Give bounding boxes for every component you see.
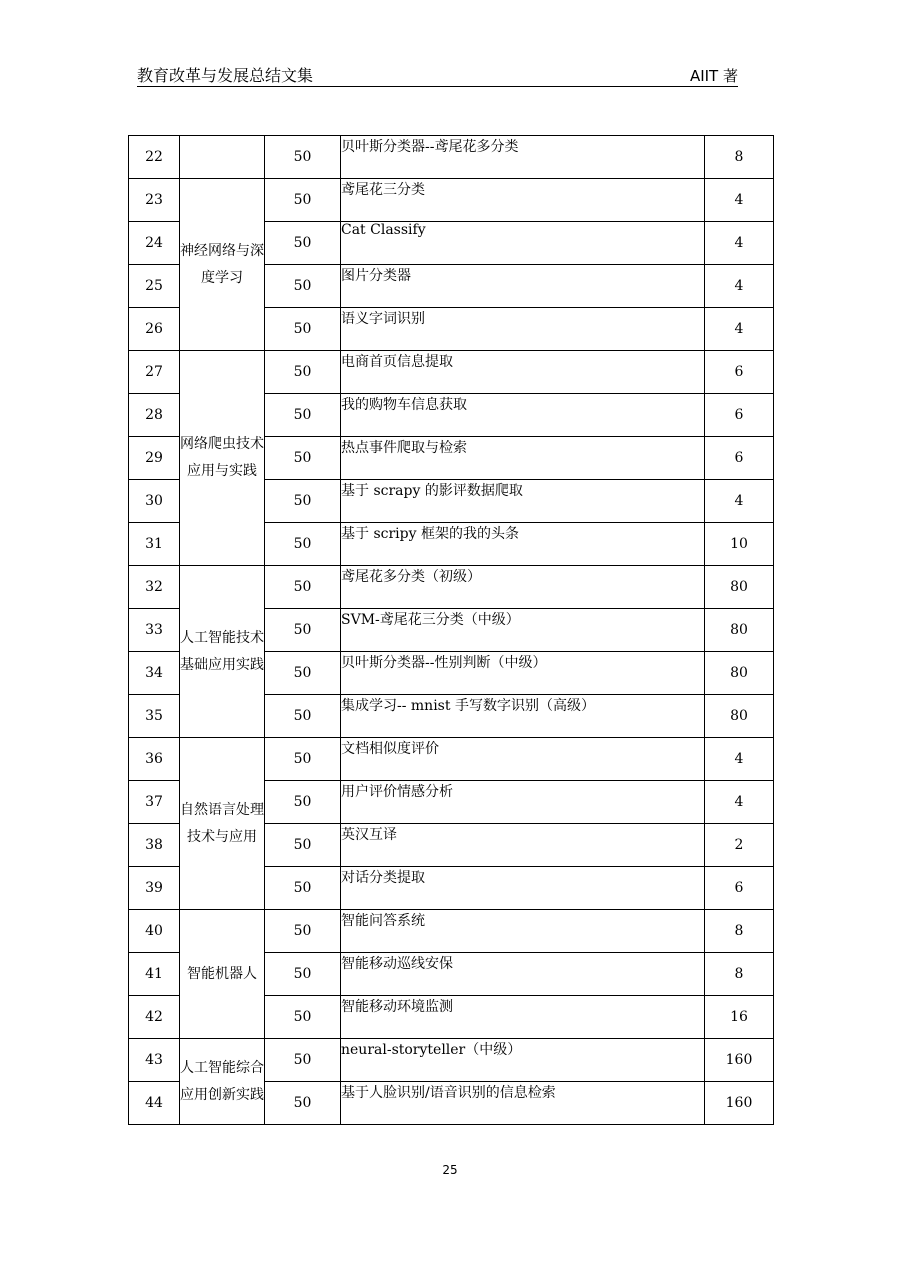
hours-cell: 50 [265,1039,341,1082]
hours-cell: 50 [265,824,341,867]
hours-cell: 50 [265,394,341,437]
table-row [129,1039,774,1082]
page-number: 25 [442,1163,458,1177]
hours-cell: 50 [265,480,341,523]
project-name-cell: 贝叶斯分类器--性别判断（中级） [341,652,705,695]
row-number: 37 [129,781,180,824]
count-cell: 6 [705,394,774,437]
row-number: 38 [129,824,180,867]
course-table [128,135,774,1125]
hours-cell: 50 [265,996,341,1039]
count-cell: 10 [705,523,774,566]
project-name-cell: neural-storyteller（中级） [341,1039,705,1082]
table-row [129,136,774,179]
project-name-cell: 基于人脸识别/语音识别的信息检索 [341,1082,705,1125]
project-name-cell: Cat Classify [341,222,705,265]
table-row [129,351,774,394]
project-name-cell: 文档相似度评价 [341,738,705,781]
hours-cell: 50 [265,738,341,781]
row-number: 33 [129,609,180,652]
project-name-cell: 用户评价情感分析 [341,781,705,824]
count-cell: 160 [705,1082,774,1125]
count-cell: 4 [705,308,774,351]
header-author: AIIT 著 [689,67,738,85]
row-number: 22 [129,136,180,179]
count-cell: 4 [705,222,774,265]
hours-cell: 50 [265,566,341,609]
project-name-cell: 鸢尾花多分类（初级） [341,566,705,609]
hours-cell: 50 [265,222,341,265]
category-cell: 神经网络与深度学习 [180,179,265,351]
project-name-cell: 智能移动巡线安保 [341,953,705,996]
count-cell: 80 [705,695,774,738]
project-name-cell: 热点事件爬取与检索 [341,437,705,480]
project-name-cell: 电商首页信息提取 [341,351,705,394]
category-cell: 网络爬虫技术应用与实践 [180,351,265,566]
hours-cell: 50 [265,652,341,695]
row-number: 35 [129,695,180,738]
project-name-cell: 贝叶斯分类器--鸢尾花多分类 [341,136,705,179]
project-name-cell: 智能问答系统 [341,910,705,953]
count-cell: 8 [705,910,774,953]
hours-cell: 50 [265,265,341,308]
count-cell: 6 [705,867,774,910]
project-name-cell: 对话分类提取 [341,867,705,910]
row-number: 24 [129,222,180,265]
row-number: 36 [129,738,180,781]
row-number: 31 [129,523,180,566]
project-name-cell: 基于 scripy 框架的我的头条 [341,523,705,566]
count-cell: 6 [705,437,774,480]
count-cell: 8 [705,953,774,996]
row-number: 34 [129,652,180,695]
hours-cell: 50 [265,695,341,738]
row-number: 25 [129,265,180,308]
count-cell: 2 [705,824,774,867]
row-number: 39 [129,867,180,910]
project-name-cell: 集成学习-- mnist 手写数字识别（高级） [341,695,705,738]
count-cell: 80 [705,566,774,609]
count-cell: 4 [705,738,774,781]
count-cell: 80 [705,652,774,695]
project-name-cell: 基于 scrapy 的影评数据爬取 [341,480,705,523]
project-name-cell: 英汉互译 [341,824,705,867]
table-row [129,566,774,609]
table-row [129,910,774,953]
row-number: 40 [129,910,180,953]
count-cell: 16 [705,996,774,1039]
category-cell: 人工智能综合应用创新实践 [180,1039,265,1125]
count-cell: 4 [705,179,774,222]
row-number: 27 [129,351,180,394]
table-row [129,738,774,781]
row-number: 41 [129,953,180,996]
count-cell: 80 [705,609,774,652]
row-number: 44 [129,1082,180,1125]
row-number: 26 [129,308,180,351]
count-cell: 8 [705,136,774,179]
count-cell: 4 [705,480,774,523]
hours-cell: 50 [265,781,341,824]
count-cell: 4 [705,265,774,308]
row-number: 42 [129,996,180,1039]
row-number: 30 [129,480,180,523]
hours-cell: 50 [265,910,341,953]
hours-cell: 50 [265,136,341,179]
category-cell [180,136,265,179]
project-name-cell: SVM-鸢尾花三分类（中级） [341,609,705,652]
row-number: 23 [129,179,180,222]
row-number: 29 [129,437,180,480]
count-cell: 6 [705,351,774,394]
table-row [129,179,774,222]
hours-cell: 50 [265,867,341,910]
row-number: 43 [129,1039,180,1082]
hours-cell: 50 [265,609,341,652]
row-number: 28 [129,394,180,437]
count-cell: 4 [705,781,774,824]
project-name-cell: 图片分类器 [341,265,705,308]
hours-cell: 50 [265,351,341,394]
hours-cell: 50 [265,308,341,351]
project-name-cell: 我的购物车信息获取 [341,394,705,437]
hours-cell: 50 [265,953,341,996]
project-name-cell: 语义字词识别 [341,308,705,351]
project-name-cell: 鸢尾花三分类 [341,179,705,222]
hours-cell: 50 [265,1082,341,1125]
header-title: 教育改革与发展总结文集 [137,66,314,85]
category-cell: 自然语言处理技术与应用 [180,738,265,910]
category-cell: 智能机器人 [180,910,265,1039]
hours-cell: 50 [265,523,341,566]
count-cell: 160 [705,1039,774,1082]
hours-cell: 50 [265,437,341,480]
page-header [137,66,738,87]
hours-cell: 50 [265,179,341,222]
row-number: 32 [129,566,180,609]
category-cell: 人工智能技术基础应用实践 [180,566,265,738]
project-name-cell: 智能移动环境监测 [341,996,705,1039]
